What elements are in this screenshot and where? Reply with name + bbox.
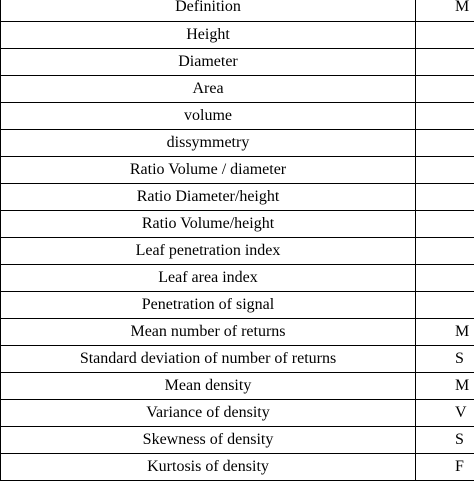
table-row bbox=[1, 22, 474, 49]
definition-cell: Ratio Volume / diameter bbox=[1, 157, 416, 184]
abbreviation-cell: V bbox=[416, 400, 474, 427]
definition-cell: Kurtosis of density bbox=[1, 454, 416, 481]
definition-cell: Ratio Volume/height bbox=[1, 211, 416, 238]
definition-cell: Ratio Diameter/height bbox=[1, 184, 416, 211]
abbreviation-cell bbox=[416, 157, 474, 184]
table-row bbox=[1, 265, 474, 292]
definition-cell: Standard deviation of number of returns bbox=[1, 346, 416, 373]
abbreviation-cell bbox=[416, 22, 474, 49]
abbreviation-cell bbox=[416, 184, 474, 211]
abbreviation-cell: S bbox=[416, 346, 474, 373]
abbreviation-cell bbox=[416, 130, 474, 157]
abbreviation-cell: F bbox=[416, 454, 474, 481]
abbreviation-cell bbox=[416, 211, 474, 238]
table-row bbox=[1, 76, 474, 103]
definition-cell: Area bbox=[1, 76, 416, 103]
table-row bbox=[1, 157, 474, 184]
definition-cell: Height bbox=[1, 22, 416, 49]
table-row bbox=[1, 319, 474, 346]
abbreviation-cell bbox=[416, 238, 474, 265]
table-row bbox=[1, 292, 474, 319]
table-row bbox=[1, 130, 474, 157]
definition-cell: Mean number of returns bbox=[1, 319, 416, 346]
metrics-table-body bbox=[1, 0, 474, 481]
definition-cell: Leaf penetration index bbox=[1, 238, 416, 265]
definition-cell: Penetration of signal bbox=[1, 292, 416, 319]
definition-cell: Diameter bbox=[1, 49, 416, 76]
table-row bbox=[1, 454, 474, 481]
abbreviation-cell bbox=[416, 49, 474, 76]
definition-cell: volume bbox=[1, 103, 416, 130]
definition-cell: Skewness of density bbox=[1, 427, 416, 454]
abbreviation-cell bbox=[416, 76, 474, 103]
table-row bbox=[1, 184, 474, 211]
table-row bbox=[1, 373, 474, 400]
abbreviation-cell: S bbox=[416, 427, 474, 454]
header-definition: Definition bbox=[1, 0, 416, 22]
table-row bbox=[1, 427, 474, 454]
table-row bbox=[1, 400, 474, 427]
header-abbreviation: M bbox=[416, 0, 474, 22]
table-row bbox=[1, 211, 474, 238]
definition-cell: dissymmetry bbox=[1, 130, 416, 157]
abbreviation-cell: M bbox=[416, 319, 474, 346]
definition-cell: Leaf area index bbox=[1, 265, 416, 292]
abbreviation-cell bbox=[416, 265, 474, 292]
abbreviation-cell: M bbox=[416, 373, 474, 400]
table-header-row bbox=[1, 0, 474, 22]
definition-cell: Mean density bbox=[1, 373, 416, 400]
abbreviation-cell bbox=[416, 103, 474, 130]
table-row bbox=[1, 49, 474, 76]
abbreviation-cell bbox=[416, 292, 474, 319]
definition-cell: Variance of density bbox=[1, 400, 416, 427]
table-row bbox=[1, 103, 474, 130]
table-row bbox=[1, 346, 474, 373]
table-row bbox=[1, 238, 474, 265]
